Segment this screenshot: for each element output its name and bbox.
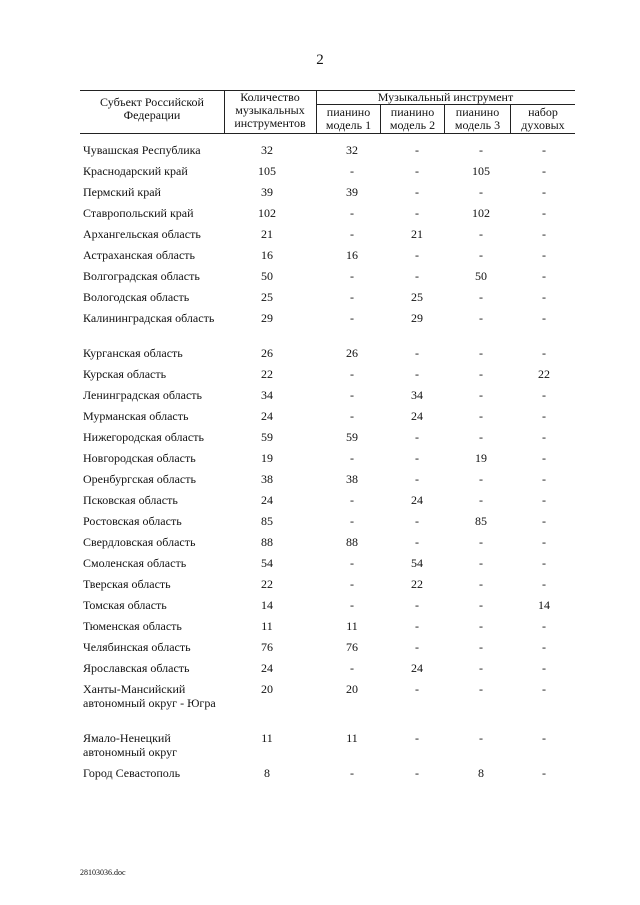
piano-3-cell: - bbox=[479, 409, 483, 423]
piano-3-cell: - bbox=[479, 143, 483, 157]
header-quantity: Количество музыкальных инструментов bbox=[234, 90, 306, 130]
piano-1-cell: 59 bbox=[346, 430, 358, 444]
piano-3-cell: - bbox=[479, 682, 483, 696]
wind-set-cell: - bbox=[542, 682, 546, 696]
piano-2-cell: - bbox=[415, 766, 419, 780]
table-row bbox=[80, 514, 580, 535]
piano-3-cell: - bbox=[479, 248, 483, 262]
piano-2-cell: - bbox=[415, 346, 419, 360]
total-cell: 14 bbox=[261, 598, 273, 612]
wind-set-cell: 14 bbox=[538, 598, 550, 612]
piano-2-cell: 29 bbox=[411, 311, 423, 325]
region-name: Калининградская область bbox=[83, 311, 215, 325]
piano-3-cell: - bbox=[479, 731, 483, 745]
wind-set-cell: - bbox=[542, 143, 546, 157]
table-row bbox=[80, 766, 580, 787]
table-row bbox=[80, 164, 580, 185]
piano-3-cell: - bbox=[479, 290, 483, 304]
piano-1-cell: - bbox=[350, 514, 354, 528]
table-row bbox=[80, 143, 580, 164]
piano-3-cell: 102 bbox=[472, 206, 490, 220]
total-cell: 22 bbox=[261, 367, 273, 381]
piano-3-cell: - bbox=[479, 640, 483, 654]
piano-1-cell: 26 bbox=[346, 346, 358, 360]
total-cell: 50 bbox=[261, 269, 273, 283]
table-row bbox=[80, 451, 580, 472]
piano-2-cell: - bbox=[415, 430, 419, 444]
header-piano-3: пианино модель 3 bbox=[454, 105, 501, 132]
piano-2-cell: - bbox=[415, 206, 419, 220]
total-cell: 59 bbox=[261, 430, 273, 444]
file-name: 28103036.doc bbox=[80, 868, 126, 877]
table-row bbox=[80, 661, 580, 682]
total-cell: 24 bbox=[261, 493, 273, 507]
piano-1-cell: - bbox=[350, 164, 354, 178]
wind-set-cell: - bbox=[542, 227, 546, 241]
table-body bbox=[80, 143, 580, 787]
region-name: Краснодарский край bbox=[83, 164, 188, 178]
piano-1-cell: - bbox=[350, 661, 354, 675]
wind-set-cell: - bbox=[542, 164, 546, 178]
region-name: Челябинская область bbox=[83, 640, 191, 654]
region-name: Ямало-Ненецкий автономный округ bbox=[83, 731, 178, 759]
piano-1-cell: - bbox=[350, 367, 354, 381]
table-row bbox=[80, 619, 580, 640]
piano-3-cell: - bbox=[479, 430, 483, 444]
wind-set-cell: - bbox=[542, 514, 546, 528]
piano-3-cell: - bbox=[479, 493, 483, 507]
total-cell: 24 bbox=[261, 661, 273, 675]
piano-2-cell: 25 bbox=[411, 290, 423, 304]
header-instrument-group: Музыкальный инструмент bbox=[377, 90, 514, 104]
region-name: Ярославская область bbox=[83, 661, 190, 675]
piano-2-cell: - bbox=[415, 731, 419, 745]
region-name: Ленинградская область bbox=[83, 388, 202, 402]
region-name: Архангельская область bbox=[83, 227, 201, 241]
piano-1-cell: - bbox=[350, 493, 354, 507]
total-cell: 25 bbox=[261, 290, 273, 304]
header-bottom-rule bbox=[80, 133, 575, 134]
region-name: Курская область bbox=[83, 367, 167, 381]
total-cell: 11 bbox=[261, 731, 273, 745]
wind-set-cell: - bbox=[542, 535, 546, 549]
piano-3-cell: - bbox=[479, 472, 483, 486]
wind-set-cell: - bbox=[542, 409, 546, 423]
piano-1-cell: 88 bbox=[346, 535, 358, 549]
piano-2-cell: - bbox=[415, 164, 419, 178]
wind-set-cell: - bbox=[542, 451, 546, 465]
wind-set-cell: - bbox=[542, 185, 546, 199]
piano-2-cell: - bbox=[415, 143, 419, 157]
piano-2-cell: - bbox=[415, 535, 419, 549]
table-row bbox=[80, 577, 580, 598]
piano-1-cell: 11 bbox=[346, 619, 358, 633]
page-number: 2 bbox=[316, 52, 324, 68]
table-row bbox=[80, 248, 580, 269]
table-row bbox=[80, 682, 580, 731]
region-name: Пермский край bbox=[83, 185, 161, 199]
piano-2-cell: 22 bbox=[411, 577, 423, 591]
wind-set-cell: - bbox=[542, 430, 546, 444]
table-row bbox=[80, 290, 580, 311]
total-cell: 11 bbox=[261, 619, 273, 633]
piano-1-cell: - bbox=[350, 451, 354, 465]
piano-2-cell: 24 bbox=[411, 661, 423, 675]
total-cell: 85 bbox=[261, 514, 273, 528]
piano-1-cell: - bbox=[350, 766, 354, 780]
wind-set-cell: - bbox=[542, 766, 546, 780]
piano-2-cell: - bbox=[415, 185, 419, 199]
piano-3-cell: - bbox=[479, 346, 483, 360]
table-row bbox=[80, 388, 580, 409]
table-row bbox=[80, 640, 580, 661]
total-cell: 76 bbox=[261, 640, 273, 654]
piano-3-cell: - bbox=[479, 227, 483, 241]
total-cell: 19 bbox=[261, 451, 273, 465]
piano-1-cell: - bbox=[350, 206, 354, 220]
region-name: Город Севастополь bbox=[83, 766, 181, 780]
table-row bbox=[80, 598, 580, 619]
piano-3-cell: - bbox=[479, 388, 483, 402]
piano-2-cell: - bbox=[415, 640, 419, 654]
piano-2-cell: - bbox=[415, 619, 419, 633]
total-cell: 8 bbox=[264, 766, 270, 780]
piano-1-cell: - bbox=[350, 556, 354, 570]
total-cell: 21 bbox=[261, 227, 273, 241]
piano-3-cell: 85 bbox=[475, 514, 487, 528]
header-piano-2: пианино модель 2 bbox=[389, 105, 436, 132]
total-cell: 34 bbox=[261, 388, 273, 402]
piano-3-cell: - bbox=[479, 577, 483, 591]
piano-1-cell: 38 bbox=[346, 472, 358, 486]
piano-3-cell: - bbox=[479, 619, 483, 633]
table-row bbox=[80, 269, 580, 290]
region-name: Ставропольский край bbox=[83, 206, 194, 220]
region-name: Курганская область bbox=[83, 346, 183, 360]
region-name: Мурманская область bbox=[83, 409, 189, 423]
region-name: Томская область bbox=[83, 598, 167, 612]
wind-set-cell: - bbox=[542, 472, 546, 486]
piano-1-cell: - bbox=[350, 577, 354, 591]
piano-2-cell: - bbox=[415, 682, 419, 696]
piano-3-cell: - bbox=[479, 556, 483, 570]
piano-2-cell: - bbox=[415, 514, 419, 528]
wind-set-cell: - bbox=[542, 206, 546, 220]
piano-2-cell: - bbox=[415, 367, 419, 381]
region-name: Ханты-Мансийский автономный округ - Югра bbox=[83, 682, 216, 710]
wind-set-cell: - bbox=[542, 248, 546, 262]
region-name: Оренбургская область bbox=[83, 472, 196, 486]
piano-2-cell: 54 bbox=[411, 556, 423, 570]
table-header bbox=[80, 90, 575, 134]
region-name: Нижегородская область bbox=[83, 430, 204, 444]
total-cell: 38 bbox=[261, 472, 273, 486]
piano-2-cell: - bbox=[415, 598, 419, 612]
piano-3-cell: - bbox=[479, 311, 483, 325]
region-name: Смоленская область bbox=[83, 556, 187, 570]
region-name: Тверская область bbox=[83, 577, 171, 591]
region-name: Вологодская область bbox=[83, 290, 190, 304]
piano-2-cell: 21 bbox=[411, 227, 423, 241]
region-name: Свердловская область bbox=[83, 535, 196, 549]
total-cell: 29 bbox=[261, 311, 273, 325]
wind-set-cell: - bbox=[542, 388, 546, 402]
region-name: Астраханская область bbox=[83, 248, 195, 262]
table-row bbox=[80, 409, 580, 430]
piano-3-cell: 50 bbox=[475, 269, 487, 283]
table-row bbox=[80, 535, 580, 556]
total-cell: 16 bbox=[261, 248, 273, 262]
total-cell: 20 bbox=[261, 682, 273, 696]
piano-3-cell: - bbox=[479, 598, 483, 612]
piano-1-cell: 32 bbox=[346, 143, 358, 157]
table-row bbox=[80, 311, 580, 346]
total-cell: 102 bbox=[258, 206, 276, 220]
wind-set-cell: - bbox=[542, 577, 546, 591]
wind-set-cell: - bbox=[542, 731, 546, 745]
region-name: Ростовская область bbox=[83, 514, 182, 528]
piano-1-cell: 16 bbox=[346, 248, 358, 262]
table-row bbox=[80, 731, 580, 766]
table-row bbox=[80, 206, 580, 227]
region-name: Новгородская область bbox=[83, 451, 196, 465]
wind-set-cell: - bbox=[542, 346, 546, 360]
piano-1-cell: 76 bbox=[346, 640, 358, 654]
piano-2-cell: - bbox=[415, 269, 419, 283]
piano-1-cell: - bbox=[350, 598, 354, 612]
wind-set-cell: - bbox=[542, 640, 546, 654]
table-row bbox=[80, 346, 580, 367]
table-row bbox=[80, 430, 580, 451]
total-cell: 88 bbox=[261, 535, 273, 549]
table-row bbox=[80, 472, 580, 493]
region-name: Чувашская Республика bbox=[83, 143, 201, 157]
piano-1-cell: - bbox=[350, 227, 354, 241]
piano-3-cell: 8 bbox=[478, 766, 484, 780]
total-cell: 105 bbox=[258, 164, 276, 178]
region-name: Псковская область bbox=[83, 493, 178, 507]
piano-3-cell: 105 bbox=[472, 164, 490, 178]
table-row bbox=[80, 367, 580, 388]
wind-set-cell: - bbox=[542, 661, 546, 675]
total-cell: 26 bbox=[261, 346, 273, 360]
total-cell: 32 bbox=[261, 143, 273, 157]
piano-3-cell: - bbox=[479, 367, 483, 381]
wind-set-cell: - bbox=[542, 493, 546, 507]
piano-3-cell: 19 bbox=[475, 451, 487, 465]
table-row bbox=[80, 227, 580, 248]
wind-set-cell: - bbox=[542, 556, 546, 570]
wind-set-cell: - bbox=[542, 311, 546, 325]
total-cell: 22 bbox=[261, 577, 273, 591]
piano-2-cell: - bbox=[415, 472, 419, 486]
piano-1-cell: 11 bbox=[346, 731, 358, 745]
total-cell: 39 bbox=[261, 185, 273, 199]
piano-1-cell: - bbox=[350, 290, 354, 304]
table-row bbox=[80, 493, 580, 514]
wind-set-cell: - bbox=[542, 290, 546, 304]
table-row bbox=[80, 556, 580, 577]
piano-3-cell: - bbox=[479, 535, 483, 549]
region-name: Волгоградская область bbox=[83, 269, 200, 283]
header-piano-1: пианино модель 1 bbox=[325, 105, 372, 132]
wind-set-cell: 22 bbox=[538, 367, 550, 381]
total-cell: 24 bbox=[261, 409, 273, 423]
piano-1-cell: - bbox=[350, 269, 354, 283]
piano-1-cell: - bbox=[350, 409, 354, 423]
piano-2-cell: 24 bbox=[411, 409, 423, 423]
total-cell: 54 bbox=[261, 556, 273, 570]
table-row bbox=[80, 185, 580, 206]
header-wind-set: набор духовых bbox=[521, 105, 565, 132]
region-name: Тюменская область bbox=[83, 619, 182, 633]
piano-2-cell: 34 bbox=[411, 388, 423, 402]
piano-3-cell: - bbox=[479, 661, 483, 675]
piano-1-cell: 39 bbox=[346, 185, 358, 199]
piano-2-cell: - bbox=[415, 451, 419, 465]
wind-set-cell: - bbox=[542, 269, 546, 283]
piano-1-cell: - bbox=[350, 388, 354, 402]
header-subject: Субъект Российской Федерации bbox=[100, 95, 204, 122]
piano-3-cell: - bbox=[479, 185, 483, 199]
piano-1-cell: - bbox=[350, 311, 354, 325]
piano-1-cell: 20 bbox=[346, 682, 358, 696]
wind-set-cell: - bbox=[542, 619, 546, 633]
piano-2-cell: 24 bbox=[411, 493, 423, 507]
piano-2-cell: - bbox=[415, 248, 419, 262]
